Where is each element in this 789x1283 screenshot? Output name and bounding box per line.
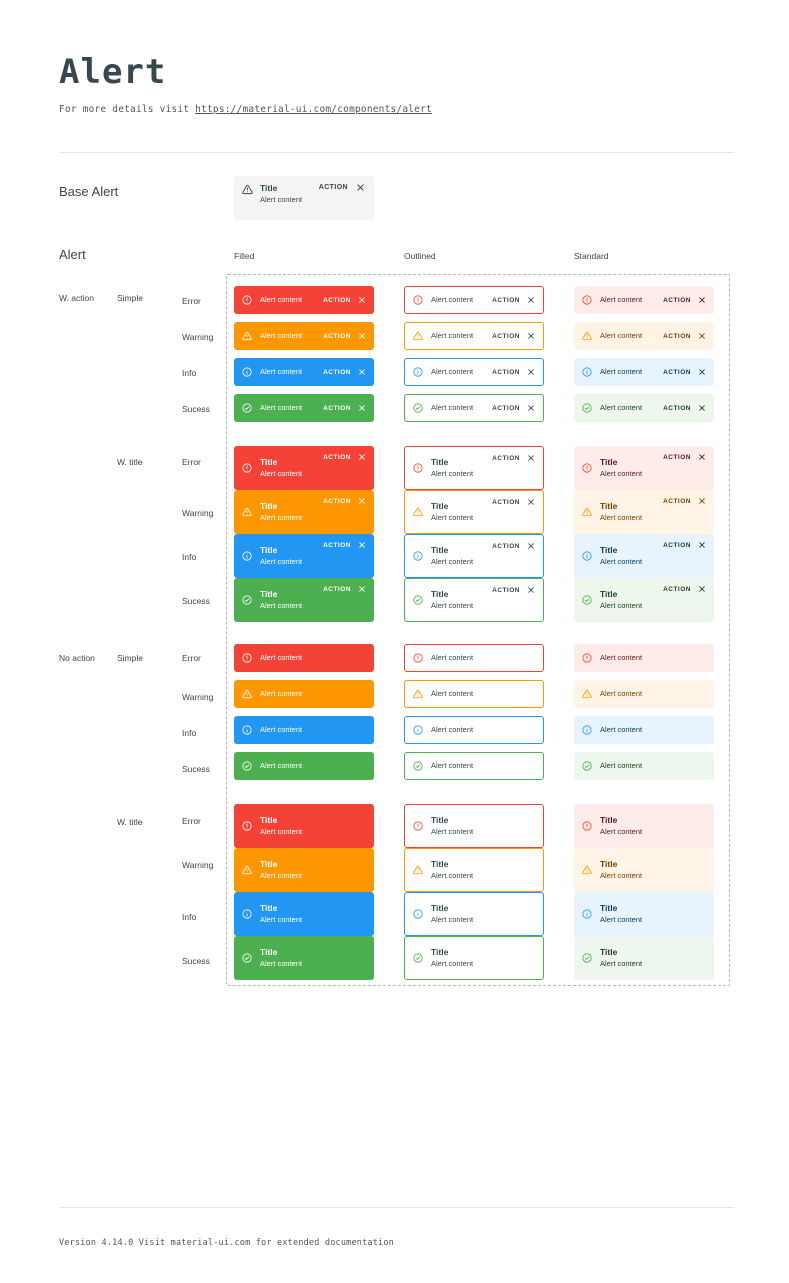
- alert-content: Alert content: [260, 725, 303, 734]
- alert-title: Title: [431, 815, 449, 825]
- alert-content: Alert content: [431, 653, 474, 662]
- alert-standard-warning-title-action[interactable]: [574, 490, 714, 534]
- base-alert-title: Title: [260, 183, 278, 193]
- info-circle-icon: [582, 367, 592, 377]
- close-icon[interactable]: [358, 368, 366, 376]
- alert-standard-error-simple[interactable]: [574, 644, 714, 672]
- alert-action[interactable]: ACTION: [492, 498, 520, 506]
- error-circle-icon: [582, 821, 592, 831]
- alert-outlined-info-title[interactable]: [404, 892, 544, 936]
- check-circle-icon: [413, 761, 423, 771]
- warning-triangle-icon: [242, 507, 252, 517]
- alert-content: Alert content: [431, 331, 474, 340]
- alert-filled-error-title[interactable]: [234, 804, 374, 848]
- alert-title: Title: [600, 589, 618, 599]
- severity-label-success-1: Sucess: [182, 404, 210, 414]
- warning-triangle-icon: [413, 331, 423, 341]
- alert-content: Alert content: [431, 761, 474, 770]
- close-icon[interactable]: [698, 453, 706, 461]
- base-alert-action[interactable]: ACTION: [318, 184, 348, 191]
- alert-standard-error-simple-action[interactable]: [574, 286, 714, 314]
- alert-title: Title: [431, 545, 449, 555]
- alert-outlined-info-title-action[interactable]: [404, 534, 544, 578]
- alert-content: Alert content: [260, 653, 303, 662]
- alert-content: Alert content: [260, 469, 303, 478]
- group-label-with-title-1: W. title: [117, 457, 143, 467]
- alert-standard-info-title[interactable]: [574, 892, 714, 936]
- close-icon[interactable]: [527, 542, 535, 550]
- alert-standard-error-title-action[interactable]: [574, 446, 714, 490]
- error-circle-icon: [413, 295, 423, 305]
- alert-content: Alert content: [600, 601, 643, 610]
- alert-title: Title: [260, 903, 278, 913]
- alert-content: Alert content: [600, 871, 643, 880]
- close-icon[interactable]: [527, 332, 535, 340]
- alert-content: Alert content: [431, 295, 474, 304]
- close-icon[interactable]: [698, 404, 706, 412]
- alert-action[interactable]: ACTION: [663, 296, 691, 304]
- severity-label-error-3: Error: [182, 653, 201, 663]
- info-circle-icon: [242, 367, 252, 377]
- alert-action[interactable]: ACTION: [323, 332, 351, 340]
- alert-outlined-error-simple[interactable]: [404, 644, 544, 672]
- alert-content: Alert content: [260, 295, 303, 304]
- alert-standard-success-simple[interactable]: [574, 752, 714, 780]
- error-circle-icon: [242, 463, 252, 473]
- alert-action[interactable]: ACTION: [492, 296, 520, 304]
- alert-content: Alert content: [600, 513, 643, 522]
- info-circle-icon: [582, 551, 592, 561]
- alert-filled-error-title-action[interactable]: [234, 446, 374, 490]
- alert-outlined-info-simple-action[interactable]: [404, 358, 544, 386]
- section-label-alert: Alert: [59, 247, 86, 262]
- alert-standard-success-title-action[interactable]: [574, 578, 714, 622]
- alert-content: Alert content: [260, 689, 303, 698]
- severity-label-success-2: Sucess: [182, 596, 210, 606]
- alert-outlined-error-title-action[interactable]: [404, 446, 544, 490]
- alert-content: Alert content: [431, 367, 474, 376]
- alert-standard-success-title[interactable]: [574, 936, 714, 980]
- column-header-filled: Filled: [234, 251, 255, 261]
- info-circle-icon: [413, 551, 423, 561]
- group-label-with-action: W. action: [59, 293, 94, 303]
- alert-standard-info-simple-action[interactable]: [574, 358, 714, 386]
- close-icon[interactable]: [358, 453, 366, 461]
- check-circle-icon: [242, 953, 252, 963]
- alert-action[interactable]: ACTION: [663, 497, 691, 505]
- alert-outlined-success-title[interactable]: [404, 936, 544, 980]
- alert-content: Alert content: [431, 601, 474, 610]
- alert-action[interactable]: ACTION: [323, 453, 351, 461]
- alert-title: Title: [260, 501, 278, 511]
- check-circle-icon: [413, 953, 423, 963]
- error-circle-icon: [582, 295, 592, 305]
- close-icon[interactable]: [358, 541, 366, 549]
- group-label-no-action: No action: [59, 653, 95, 663]
- alert-title: Title: [600, 457, 618, 467]
- alert-action[interactable]: ACTION: [663, 368, 691, 376]
- alert-filled-error-simple-action[interactable]: [234, 286, 374, 314]
- group-label-simple-2: Simple: [117, 653, 143, 663]
- error-circle-icon: [413, 653, 423, 663]
- warning-triangle-icon: [242, 331, 252, 341]
- alert-filled-info-simple-action[interactable]: [234, 358, 374, 386]
- warning-triangle-icon: [582, 331, 592, 341]
- close-icon[interactable]: [527, 454, 535, 462]
- alert-outlined-success-simple[interactable]: [404, 752, 544, 780]
- alert-title: Title: [600, 815, 618, 825]
- alert-action[interactable]: ACTION: [663, 404, 691, 412]
- error-circle-icon: [582, 463, 592, 473]
- base-alert-content: Alert content: [260, 195, 303, 204]
- severity-label-success-3: Sucess: [182, 764, 210, 774]
- alert-filled-info-title-action[interactable]: [234, 534, 374, 578]
- alert-title: Title: [600, 501, 618, 511]
- alert-action[interactable]: ACTION: [323, 497, 351, 505]
- close-icon[interactable]: [356, 183, 365, 192]
- warning-triangle-icon: [413, 507, 423, 517]
- alert-content: Alert content: [260, 761, 303, 770]
- alert-title: Title: [600, 545, 618, 555]
- page-title: Alert: [59, 52, 167, 92]
- alert-content: Alert content: [260, 959, 303, 968]
- alert-content: Alert content: [600, 367, 643, 376]
- alert-title: Title: [260, 859, 278, 869]
- check-circle-icon: [413, 403, 423, 413]
- warning-triangle-icon: [242, 865, 252, 875]
- check-circle-icon: [582, 595, 592, 605]
- alert-title: Title: [431, 457, 449, 467]
- alert-content: Alert content: [600, 331, 643, 340]
- alert-outlined-success-title-action[interactable]: [404, 578, 544, 622]
- warning-triangle-icon: [582, 865, 592, 875]
- subtitle-prefix: For more details visit: [59, 104, 196, 115]
- alert-content: Alert content: [600, 959, 643, 968]
- close-icon[interactable]: [358, 585, 366, 593]
- close-icon[interactable]: [698, 296, 706, 304]
- alert-content: Alert content: [260, 915, 303, 924]
- check-circle-icon: [582, 403, 592, 413]
- footer-text: Version 4.14.0 Visit material-ui.com for extended documentation: [59, 1238, 394, 1248]
- alert-content: Alert content: [260, 557, 303, 566]
- alert-outlined-warning-title[interactable]: [404, 848, 544, 892]
- info-circle-icon: [242, 725, 252, 735]
- info-circle-icon: [413, 367, 423, 377]
- group-label-simple-1: Simple: [117, 293, 143, 303]
- check-circle-icon: [582, 761, 592, 771]
- alert-title: Title: [431, 589, 449, 599]
- alert-content: Alert content: [431, 513, 474, 522]
- close-icon[interactable]: [698, 497, 706, 505]
- alert-action[interactable]: ACTION: [323, 368, 351, 376]
- alert-content: Alert content: [600, 827, 643, 836]
- error-circle-icon: [242, 295, 252, 305]
- severity-label-warning-3: Warning: [182, 692, 214, 702]
- alert-content: Alert content: [431, 689, 474, 698]
- severity-label-error-1: Error: [182, 296, 201, 306]
- info-circle-icon: [242, 909, 252, 919]
- alert-action[interactable]: ACTION: [492, 368, 520, 376]
- alert-action[interactable]: ACTION: [323, 541, 351, 549]
- alert-filled-info-title[interactable]: [234, 892, 374, 936]
- close-icon[interactable]: [527, 296, 535, 304]
- alert-content: Alert content: [600, 403, 643, 412]
- severity-label-info-2: Info: [182, 552, 197, 562]
- alert-action[interactable]: ACTION: [492, 586, 520, 594]
- alert-content: Alert content: [431, 403, 474, 412]
- column-header-outlined: Outlined: [404, 251, 436, 261]
- alert-title: Title: [260, 815, 278, 825]
- alert-standard-warning-simple[interactable]: [574, 680, 714, 708]
- severity-label-warning-1: Warning: [182, 332, 214, 342]
- alert-filled-warning-simple[interactable]: [234, 680, 374, 708]
- docs-link[interactable]: https://material-ui.com/components/alert: [195, 104, 432, 115]
- alert-action[interactable]: ACTION: [492, 542, 520, 550]
- close-icon[interactable]: [698, 368, 706, 376]
- alert-content: Alert content: [431, 959, 474, 968]
- alert-outlined-warning-title-action[interactable]: [404, 490, 544, 534]
- alert-action[interactable]: ACTION: [323, 296, 351, 304]
- alert-title: Title: [600, 859, 618, 869]
- alert-content: Alert content: [260, 367, 303, 376]
- warning-triangle-icon: [413, 689, 423, 699]
- alert-title: Title: [260, 947, 278, 957]
- warning-triangle-icon: [242, 689, 252, 699]
- footer-divider: [59, 1207, 734, 1208]
- alert-content: Alert content: [260, 331, 303, 340]
- header-divider: [59, 152, 734, 153]
- alert-action[interactable]: ACTION: [663, 453, 691, 461]
- alert-outlined-warning-simple[interactable]: [404, 680, 544, 708]
- alert-title: Title: [431, 859, 449, 869]
- alert-action[interactable]: ACTION: [663, 541, 691, 549]
- check-circle-icon: [242, 595, 252, 605]
- alert-standard-warning-simple-action[interactable]: [574, 322, 714, 350]
- close-icon[interactable]: [527, 404, 535, 412]
- alert-action[interactable]: ACTION: [663, 332, 691, 340]
- alert-content: Alert content: [431, 871, 474, 880]
- check-circle-icon: [413, 595, 423, 605]
- alert-filled-warning-title[interactable]: [234, 848, 374, 892]
- check-circle-icon: [582, 953, 592, 963]
- alert-content: Alert content: [431, 725, 474, 734]
- severity-label-warning-4: Warning: [182, 860, 214, 870]
- error-circle-icon: [242, 821, 252, 831]
- alert-action[interactable]: ACTION: [492, 404, 520, 412]
- close-icon[interactable]: [527, 586, 535, 594]
- alert-content: Alert content: [600, 689, 643, 698]
- alert-title: Title: [431, 501, 449, 511]
- severity-label-info-3: Info: [182, 728, 197, 738]
- alert-filled-success-title-action[interactable]: [234, 578, 374, 622]
- alert-title: Title: [260, 589, 278, 599]
- alert-filled-success-simple-action[interactable]: [234, 394, 374, 422]
- check-circle-icon: [242, 403, 252, 413]
- alert-outlined-error-title[interactable]: [404, 804, 544, 848]
- alert-action[interactable]: ACTION: [663, 585, 691, 593]
- alert-filled-success-simple[interactable]: [234, 752, 374, 780]
- severity-label-info-4: Info: [182, 912, 197, 922]
- close-icon[interactable]: [527, 498, 535, 506]
- close-icon[interactable]: [527, 368, 535, 376]
- alert-content: Alert content: [431, 827, 474, 836]
- alert-content: Alert content: [260, 827, 303, 836]
- close-icon[interactable]: [698, 332, 706, 340]
- alert-content: Alert content: [600, 915, 643, 924]
- alert-content: Alert content: [260, 513, 303, 522]
- check-circle-icon: [242, 761, 252, 771]
- info-circle-icon: [582, 909, 592, 919]
- alert-title: Title: [431, 903, 449, 913]
- alert-standard-info-title-action[interactable]: [574, 534, 714, 578]
- section-label-base-alert: Base Alert: [59, 184, 119, 199]
- info-circle-icon: [582, 725, 592, 735]
- alert-content: Alert content: [600, 295, 643, 304]
- error-circle-icon: [413, 821, 423, 831]
- error-circle-icon: [242, 653, 252, 663]
- warning-triangle-icon: [242, 184, 253, 195]
- severity-label-success-4: Sucess: [182, 956, 210, 966]
- alert-action[interactable]: ACTION: [323, 404, 351, 412]
- severity-label-error-2: Error: [182, 457, 201, 467]
- alert-content: Alert content: [260, 871, 303, 880]
- column-header-standard: Standard: [574, 251, 609, 261]
- alert-content: Alert content: [260, 601, 303, 610]
- alert-outlined-error-simple-action[interactable]: [404, 286, 544, 314]
- alert-content: Alert content: [600, 557, 643, 566]
- severity-label-info-1: Info: [182, 368, 197, 378]
- warning-triangle-icon: [582, 507, 592, 517]
- alert-standard-success-simple-action[interactable]: [574, 394, 714, 422]
- alert-content: Alert content: [600, 653, 643, 662]
- alert-content: Alert content: [431, 557, 474, 566]
- alert-action[interactable]: ACTION: [323, 585, 351, 593]
- page-subtitle: [59, 104, 734, 115]
- alert-outlined-success-simple-action[interactable]: [404, 394, 544, 422]
- page-header: [59, 52, 734, 115]
- alert-title: Title: [431, 947, 449, 957]
- severity-label-error-4: Error: [182, 816, 201, 826]
- alert-title: Title: [260, 457, 278, 467]
- close-icon[interactable]: [698, 541, 706, 549]
- error-circle-icon: [582, 653, 592, 663]
- alert-action[interactable]: ACTION: [492, 454, 520, 462]
- close-icon[interactable]: [358, 332, 366, 340]
- alert-standard-warning-title[interactable]: [574, 848, 714, 892]
- severity-label-warning-2: Warning: [182, 508, 214, 518]
- alert-content: Alert content: [260, 403, 303, 412]
- close-icon[interactable]: [358, 404, 366, 412]
- alert-outlined-warning-simple-action[interactable]: [404, 322, 544, 350]
- close-icon[interactable]: [698, 585, 706, 593]
- info-circle-icon: [413, 725, 423, 735]
- info-circle-icon: [242, 551, 252, 561]
- warning-triangle-icon: [582, 689, 592, 699]
- alert-action[interactable]: ACTION: [492, 332, 520, 340]
- alert-content: Alert content: [600, 725, 643, 734]
- alert-title: Title: [260, 545, 278, 555]
- alert-content: Alert content: [431, 915, 474, 924]
- alert-content: Alert content: [431, 469, 474, 478]
- group-label-with-title-2: W. title: [117, 817, 143, 827]
- alert-content: Alert content: [600, 761, 643, 770]
- alert-filled-info-simple[interactable]: [234, 716, 374, 744]
- alert-filled-error-simple[interactable]: [234, 644, 374, 672]
- alert-filled-warning-title-action[interactable]: [234, 490, 374, 534]
- warning-triangle-icon: [413, 865, 423, 875]
- alert-outlined-info-simple[interactable]: [404, 716, 544, 744]
- base-alert[interactable]: [234, 176, 374, 220]
- alert-standard-info-simple[interactable]: [574, 716, 714, 744]
- close-icon[interactable]: [358, 296, 366, 304]
- alert-standard-error-title[interactable]: [574, 804, 714, 848]
- alert-content: Alert content: [600, 469, 643, 478]
- alert-filled-success-title[interactable]: [234, 936, 374, 980]
- alert-filled-warning-simple-action[interactable]: [234, 322, 374, 350]
- error-circle-icon: [413, 463, 423, 473]
- alert-title: Title: [600, 947, 618, 957]
- info-circle-icon: [413, 909, 423, 919]
- alert-title: Title: [600, 903, 618, 913]
- close-icon[interactable]: [358, 497, 366, 505]
